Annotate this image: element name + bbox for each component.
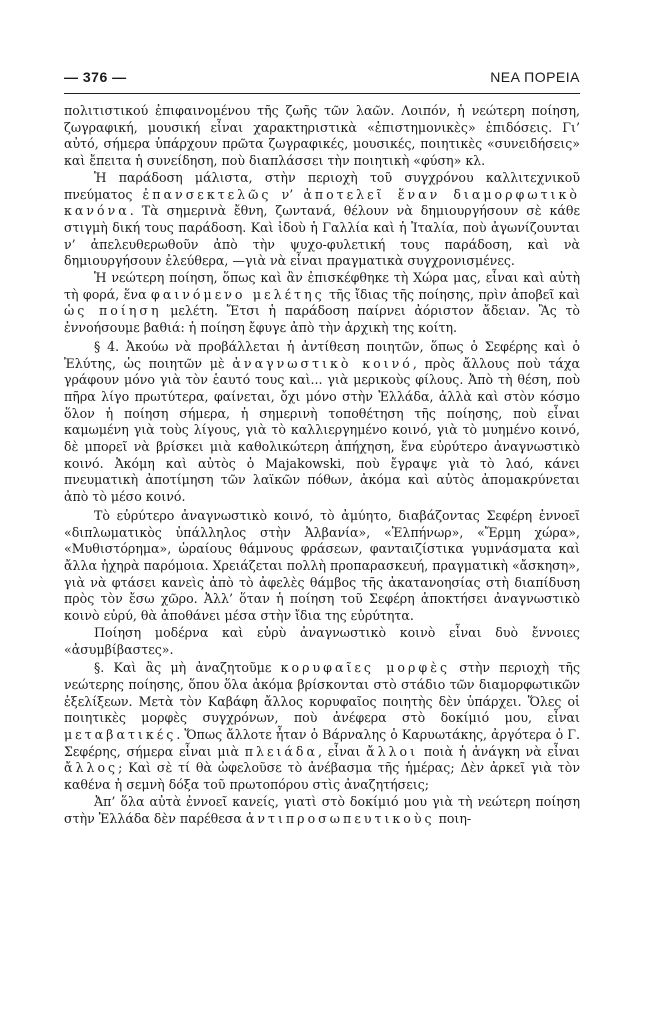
spaced-emphasis: ἐπανσεκτελῶς [142,186,272,202]
paragraph-8 [64,794,580,827]
text-run: ν’ [271,186,304,202]
text-run: Ἀπ’ ὅλα αὐτὰ ἐννοεῖ κανείς, γιατὶ στὸ δοκίμιό μου γιὰ τὴ νεώτερη ποίηση στὴν Ἑλλάδα δὲν παρέθεσα [64,793,580,826]
paragraph-1 [64,103,580,170]
text-run: μελέτη. Ἔτσι ἡ παράδοση παίρνει ἀόριστον ἄδειαν. Ἂς τὸ ἐννοήσουμε βαθιά: ἡ ποίηση ἔφυγε ἀπὸ τὴν ἀρχικὴ της κοίτη. [64,303,580,336]
text-run: . Τὰ σημερινὰ ἔθνη, ζωντανά, θέλουν νὰ δημιουργήσουν σὲ κάθε στιγμὴ δική τους παράδοση. Καὶ ἰδοὺ ἡ Γαλλία καὶ ἡ Ἰταλία, ποὺ ἀγωνίζουνται ν’ ἀπελευθερωθοῦν ἀπὸ τὴν ψυχο-φυλετική τους παράδοση, καὶ νὰ δημιουργήσουν ἐλεύθερα, —γιὰ νὰ εἶναι πραγματικὰ συγχρονισμένες. [64,203,580,269]
spaced-emphasis: ἄλλοι [366,743,419,759]
running-title: ΝΕΑ ΠΟΡΕΙΑ [490,69,580,85]
text-run: Ἡ παράδοση μάλιστα, στὴν περιοχὴ τοῦ συγχρόνου καλλιτεχνικοῦ πνεύματος [64,169,580,202]
paragraph-2 [64,170,580,270]
body-text [64,103,580,827]
spaced-emphasis: ἀποτελεῖ ἕναν διαμορφωτικὸ κανόνα [64,186,580,219]
spaced-emphasis: ἄλλος [64,760,119,776]
spaced-emphasis: κορυφαῖες μορφὲς [280,660,451,676]
spaced-emphasis: ἀντιπροσωπευτικοὺς [245,810,435,826]
text-run: ; Καὶ σὲ τί θὰ ὠφελοῦσε τὸ ἀνέβασμα τῆς ἡμέρας; Δὲν ἀρκεῖ γιὰ τὸν καθένα ἡ σεμνὴ δόξα τοῦ πρωτοπόρου στὶς ἀναζητήσεις; [64,760,580,793]
paragraph-5 [64,508,580,625]
text-run: Ἡ νεώτερη ποίηση, ὅπως καὶ ἂν ἐπισκέφθηκε τὴ Χώρα μας, εἶναι καὶ αὐτὴ τὴ φορά, ἕνα [64,270,580,302]
page-number: — 376 — [64,69,127,85]
paragraph-7 [64,660,580,794]
spaced-emphasis: φαινόμενο μελέτης [151,286,325,302]
text-run: στὴν περιοχὴ τῆς νεώτερης ποίησης, ὅπου ὅλα ἀκόμα βρίσκονται στὸ στάδιο τῶν διαμορφωτικῶν ἐξελίξεων. Μετὰ τὸν Καβάφη ἄλλος κορυφαῖος ποιητὴς δὲν ὑπάρχει. Ὅλες οἱ ποιητικὲς μορφὲς συγχρόνων, ποὺ ἀνέφερα στὸ δοκίμιό μου, εἶναι [64,660,581,726]
paragraph-3 [64,270,580,337]
spaced-emphasis: ἀναγνωστικὸ κοινό [232,355,413,371]
page-header [64,69,580,89]
paragraph-6 [64,625,580,658]
text-run: Ποίηση μοδέρνα καὶ εὐρὺ ἀναγνωστικὸ κοινὸ εἶναι δυὸ ἔννοιες «ἀσυμβίβαστες». [64,624,580,657]
spaced-emphasis: ὡς ποίηση [64,303,162,319]
text-run: Τὸ εὐρύτερο ἀναγνωστικὸ κοινό, τὸ ἀμύητο, διαβάζοντας Σεφέρη ἐννοεῖ «διπλωματικὸς ὑπάλληλος στὴν Ἀλβανία», «Ἐλπήνωρ», «Ἔρμη χώρα», «Μυθιστόρημα», ὡραίους θάμνους φράσεων, φανταιζίστικα γυμνάσματα καὶ ἄλλα ἠχηρὰ παρόμοια. Χρειάζεται πολλὴ προπαρασκευή, πραγματικὴ «ἄσκηση», γιὰ νὰ φτάσει κανεὶς ἀπὸ τὸ ἀφελὲς θάμβος τῆς ἀκατανοησίας στὴ διαπίδυση πρὸς τὸν ἔσω χῶρο. Ἀλλ’ ὅταν ἡ ποίηση τοῦ Σεφέρη ἀποκτήσει ἀναγνωστικὸ κοινὸ εὐρύ, θὰ ἀποθάνει μέσα στὴν ἴδια της εὐρύτητα. [64,507,581,624]
text-run: , πρὸς ἄλλους ποὺ τάχα γράφουν μόνο γιὰ τὸν ἑαυτό τους καὶ... γιὰ μερικοὺς φίλους. Ἀπὸ τὴ θέση, ποὺ πῆρα λίγο πρωτύτερα, φαίνεται, ὄχι μόνο στὴν Ἑλλάδα, ἀλλὰ καὶ στὸν κόσμο ὅλον ἡ ποίηση σήμερα, ἡ σημερινὴ τοποθέτηση τῆς ποίησης, ποὺ εἶναι καμωμένη γιὰ τοὺς λίγους, γιὰ τὸ καλλιεργημένο κοινό, γιὰ τὸ μυημένο κοινό, δὲ μπορεῖ νὰ βρίσκει μιὰ καθολικώτερη ἀπήχηση, ἕνα εὐρύτερο ἀναγνωστικὸ κοινό. Ἀκόμη καὶ αὐτὸς ὁ Majakowski, ποὺ ἔγραψε γιὰ τὸ λαό, κάνει πνευματικὴ ἀποτίμηση τῶν λαϊκῶν πόθων, ἀκόμα καὶ αὐτὸς ἀπομακρύνεται ἀπὸ τὸ μέσο κοινό. [64,355,580,505]
paragraph-4 [64,339,580,506]
text-run: ποιὰ ἡ ἀνάγκη νὰ εἶναι [418,743,580,759]
text-run: πολιτιστικού ἐπιφαινομένου τῆς ζωῆς τῶν λαῶν. Λοιπόν, ἡ νεώτερη ποίηση, ζωγραφική, μουσική εἶναι χαρακτηριστικὰ «ἐπιστημονικὲς» ἐπιδόσεις. Γι’ αὐτό, σήμερα ὑπάρχουν πρῶτα ζωγραφικές, μουσικές, ποιητικὲς «συνειδήσεις» καὶ ἔπειτα ἡ συνείδηση, ποὺ διαπλάσσει τὴν ποιητικὴ «φύση» κλ. [64,103,580,169]
text-run: τῆς ἴδιας τῆς ποίησης, πρὶν ἀποβεῖ καὶ [324,286,580,302]
header-rule [64,93,580,94]
spaced-emphasis: πλειάδα [244,743,319,759]
spaced-emphasis: μεταβατικές [64,727,177,743]
text-run: ποιη- [434,810,472,826]
text-run: . Ὅπως ἄλλοτε ἦταν ὁ Βάρναλης ὁ Καρυωτάκης, ἀργότερα ὁ Γ. Σεφέρης, σήμερα εἶναι μιὰ [64,727,580,759]
text-run: , εἶναι [318,743,367,759]
text-run: § 4. Ἀκούω νὰ προβάλλεται ἡ ἀντίθεση ποιητῶν, ὅπως ὁ Σεφέρης καὶ ὁ Ἐλύτης, ὡς ποιητῶν μὲ [64,338,580,371]
text-run: §. Καὶ ἂς μὴ ἀναζητοῦμε [94,660,281,676]
